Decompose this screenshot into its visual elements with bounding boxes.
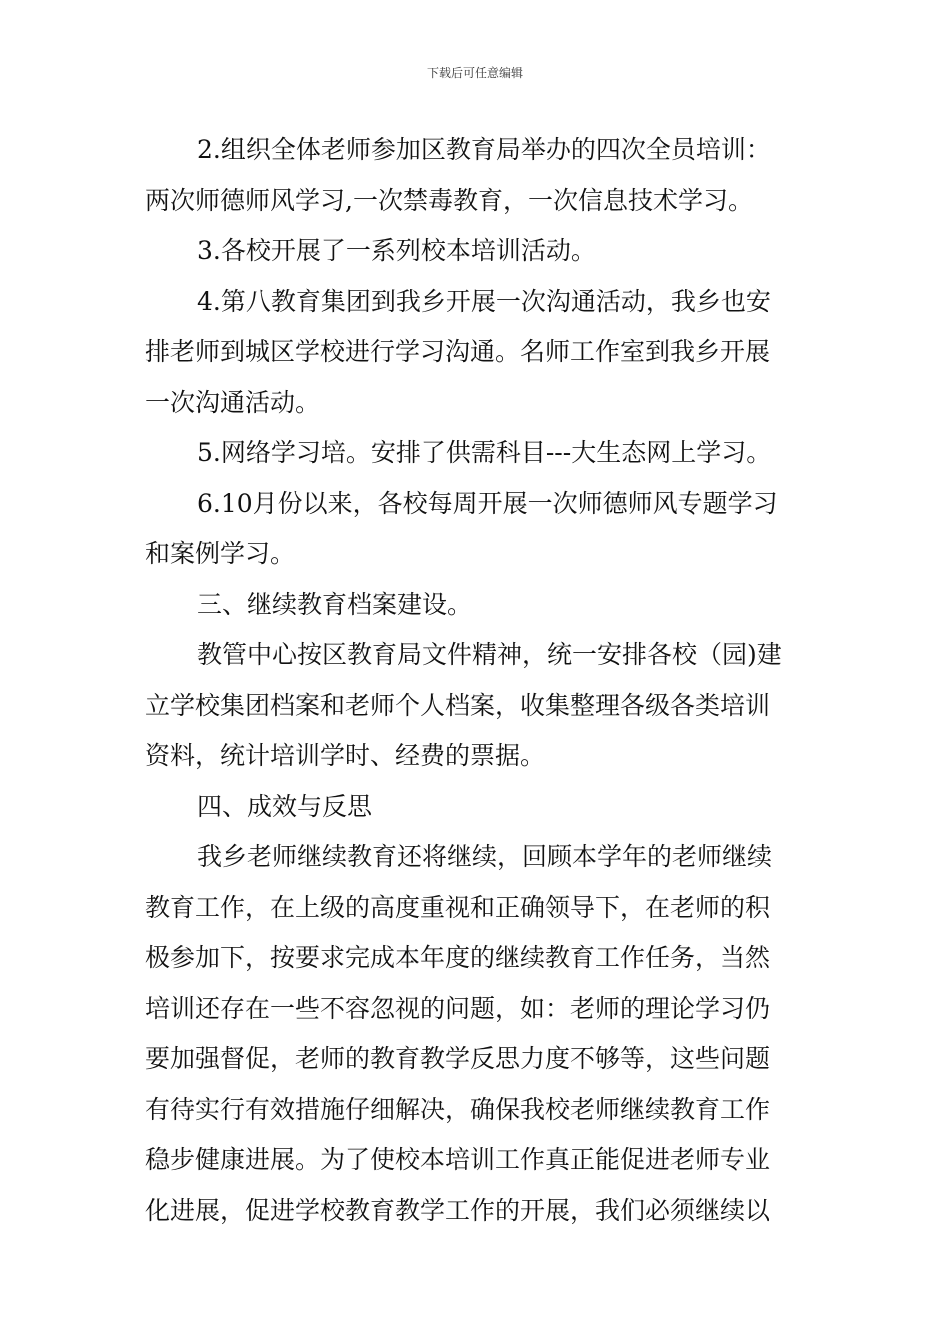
body-line: 5.网络学习培。安排了供需科目---大生态网上学习。 [197,438,772,467]
section-heading: 三、继续教育档案建设。 [197,589,473,619]
body-line: 立学校集团档案和老师个人档案，收集整理各级各类培训 [145,690,771,720]
body-line: 教管中心按区教育局文件精神，统一安排各校（园)建 [197,640,782,669]
body-line: 和案例学习。 [145,539,296,568]
body-line: 极参加下，按要求完成本年度的继续教育工作任务，当然 [145,943,771,972]
body-line: 要加强督促，老师的教育教学反思力度不够等，这些问题 [145,1044,771,1073]
document-body [145,125,807,1236]
body-line: 资料，统计培训学时、经费的票据。 [145,741,546,770]
body-line: 培训还存在一些不容忽视的问题，如：老师的理论学习仍 [145,993,771,1023]
body-line: 一次沟通活动。 [145,387,321,417]
body-line: 2.组织全体老师参加区教育局举办的四次全员培训： [197,135,771,164]
body-line: 稳步健康进展。为了使校本培训工作真正能促进老师专业 [145,1145,771,1174]
body-line: 两次师德师风学习,一次禁毒教育，一次信息技术学习。 [145,185,753,215]
body-line: 有待实行有效措施仔细解决，确保我校老师继续教育工作 [145,1094,771,1124]
body-line: 化进展，促进学校教育教学工作的开展，我们必须继续以 [145,1195,771,1225]
page-header-note: 下载后可任意编辑 [426,66,523,80]
body-line: 6.10月份以来，各校每周开展一次师德师风专题学习 [197,488,778,518]
body-line: 我乡老师继续教育还将继续，回顾本学年的老师继续 [197,842,773,871]
body-line: 3.各校开展了一系列校本培训活动。 [197,236,596,265]
body-line: 4.第八教育集团到我乡开展一次沟通活动，我乡也安 [197,286,771,316]
body-line: 排老师到城区学校进行学习沟通。名师工作室到我乡开展 [145,337,771,366]
section-heading: 四、成效与反思 [197,791,373,821]
body-line: 教育工作，在上级的高度重视和正确领导下，在老师的积 [145,892,771,922]
